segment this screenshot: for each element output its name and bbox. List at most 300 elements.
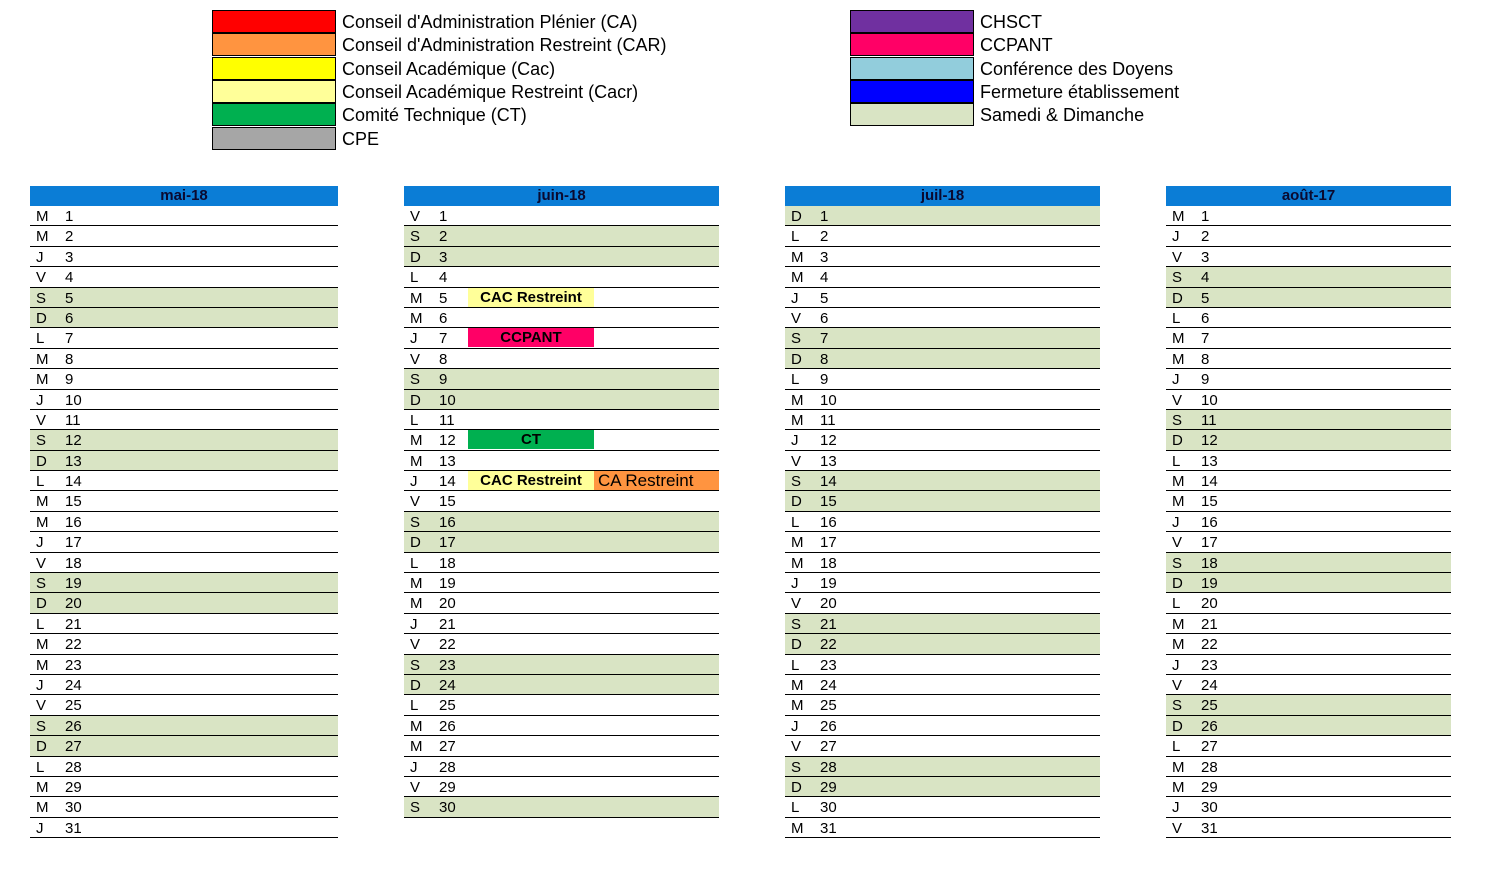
day-number: 14 [439,473,456,491]
day-letter: J [791,289,799,307]
day-number: 11 [65,411,81,429]
day-letter: D [36,738,47,756]
day-letter: M [410,432,423,450]
day-row [785,430,1100,450]
day-letter: L [791,656,800,674]
day-number: 1 [439,208,448,225]
day-row [785,390,1100,410]
day-row [785,206,1100,226]
day-row [785,573,1100,593]
day-number: 2 [65,228,74,246]
month-header: mai-18 [30,186,338,206]
day-row [1166,634,1451,654]
month-header: août-17 [1166,186,1451,206]
day-row [404,716,719,736]
day-number: 19 [65,575,82,593]
day-letter: V [1172,391,1183,409]
legend-label: Conférence des Doyens [980,58,1174,79]
day-letter: J [410,330,418,348]
day-letter: S [410,371,421,389]
day-number: 29 [820,778,837,796]
day-number: 28 [65,758,82,776]
day-letter: M [1172,330,1185,348]
day-number: 21 [1201,615,1218,633]
day-number: 25 [1201,697,1218,715]
day-row [1166,736,1451,756]
day-row [30,573,338,593]
day-number: 12 [820,432,837,450]
day-number: 10 [1201,391,1218,409]
day-letter: S [410,228,421,246]
day-row [785,451,1100,471]
day-row [1166,226,1451,246]
day-letter: M [791,534,804,552]
day-number: 22 [439,636,456,654]
day-letter: D [791,778,802,796]
day-row [1166,288,1451,308]
day-letter: L [36,473,45,491]
day-number: 4 [439,269,448,287]
day-number: 23 [820,656,837,674]
day-letter: M [36,636,49,654]
day-row [1166,532,1451,552]
day-row [404,328,719,348]
day-letter: J [36,676,44,694]
day-letter: V [36,269,47,287]
legend-label: Fermeture établissement [980,81,1180,102]
day-letter: L [410,554,419,572]
day-row [30,634,338,654]
day-row [404,675,719,695]
day-number: 3 [820,248,829,266]
day-row [30,736,338,756]
day-number: 17 [1201,534,1218,552]
event-cac: CAC Restreint [468,471,594,490]
day-number: 2 [439,228,448,246]
day-letter: M [36,228,49,246]
day-row [785,695,1100,715]
day-row [1166,349,1451,369]
day-row [30,451,338,471]
day-number: 10 [65,391,82,409]
day-row [1166,512,1451,532]
day-row [30,247,338,267]
day-row [30,777,338,797]
day-row [30,757,338,777]
day-letter: J [36,391,44,409]
day-row [785,716,1100,736]
day-letter: D [36,452,47,470]
day-number: 1 [65,208,74,225]
day-letter: V [410,636,421,654]
day-letter: D [791,208,802,225]
day-number: 27 [439,738,456,756]
day-letter: M [410,289,423,307]
day-number: 24 [65,676,82,694]
day-row [30,226,338,246]
day-number: 18 [820,554,837,572]
day-letter: M [791,554,804,572]
legend-left [212,10,712,150]
day-number: 18 [65,554,82,572]
day-number: 27 [1201,738,1218,756]
day-number: 13 [820,452,837,470]
day-letter: D [410,391,421,409]
day-row [785,532,1100,552]
day-row [785,777,1100,797]
day-row [785,288,1100,308]
day-letter: M [36,493,49,511]
day-number: 4 [1201,269,1210,287]
day-number: 15 [1201,493,1218,511]
day-letter: M [410,452,423,470]
day-letter: L [791,228,800,246]
day-number: 24 [1201,676,1218,694]
day-row [30,655,338,675]
day-letter: S [36,575,47,593]
day-row [30,614,338,634]
day-letter: J [36,534,44,552]
day-row [404,308,719,328]
day-number: 22 [820,636,837,654]
day-number: 12 [1201,432,1218,450]
day-letter: V [791,595,802,613]
day-letter: V [410,208,421,225]
day-row [1166,267,1451,287]
legend-swatch [212,103,336,126]
legend-swatch [212,127,336,150]
month-header: juil-18 [785,186,1100,206]
day-number: 9 [1201,371,1210,389]
legend-label: Comité Technique (CT) [342,105,527,126]
day-number: 14 [65,473,82,491]
legend-label: CHSCT [980,12,1042,32]
legend-swatch [850,10,974,33]
day-number: 14 [1201,473,1218,491]
event-car: CA Restreint [594,471,719,490]
day-row [404,695,719,715]
day-row [30,716,338,736]
day-letter: L [36,758,45,776]
day-row [1166,410,1451,430]
day-row [1166,593,1451,613]
day-row [1166,430,1451,450]
day-letter: D [36,309,47,327]
day-letter: V [1172,534,1183,552]
day-row [1166,695,1451,715]
day-number: 30 [820,799,837,817]
day-row [30,471,338,491]
day-number: 9 [439,371,448,389]
day-number: 7 [439,330,448,348]
day-letter: D [791,350,802,368]
day-number: 10 [439,391,456,409]
day-row [1166,451,1451,471]
day-row [30,410,338,430]
day-letter: M [791,819,804,837]
day-number: 1 [820,208,829,225]
day-number: 8 [65,350,74,368]
day-number: 29 [439,778,456,796]
day-letter: S [1172,697,1183,715]
day-number: 19 [439,575,456,593]
day-letter: M [36,656,49,674]
day-number: 22 [1201,636,1218,654]
day-number: 21 [820,615,837,633]
day-number: 26 [1201,717,1218,735]
day-letter: S [791,473,802,491]
day-row [785,797,1100,817]
day-row [785,369,1100,389]
day-number: 6 [1201,309,1210,327]
day-row [1166,655,1451,675]
day-row [404,349,719,369]
day-row [404,491,719,511]
day-number: 28 [439,758,456,776]
day-row [30,328,338,348]
legend-swatch [850,80,974,103]
day-number: 3 [1201,248,1210,266]
day-number: 28 [820,758,837,776]
day-number: 26 [439,717,456,735]
day-letter: M [1172,758,1185,776]
day-row [30,491,338,511]
day-row [30,349,338,369]
legend-label: CCPANT [980,35,1053,56]
day-row [30,675,338,695]
day-row [404,267,719,287]
day-letter: L [410,411,419,429]
day-number: 11 [439,411,455,429]
day-row [785,491,1100,511]
day-row [404,736,719,756]
day-row [785,614,1100,634]
day-letter: L [410,697,419,715]
day-letter: V [1172,248,1183,266]
day-row [785,512,1100,532]
day-letter: M [791,697,804,715]
day-row [1166,675,1451,695]
day-letter: M [791,248,804,266]
legend-swatch [850,57,974,80]
day-letter: J [1172,513,1180,531]
day-number: 30 [439,799,456,817]
day-number: 3 [439,248,448,266]
day-letter: M [410,575,423,593]
day-letter: V [1172,819,1183,837]
day-row [404,593,719,613]
day-number: 31 [820,819,837,837]
day-number: 15 [65,493,82,511]
day-number: 16 [820,513,837,531]
event-ct: CT [468,430,594,449]
day-row [1166,308,1451,328]
day-letter: S [791,330,802,348]
day-letter: M [36,778,49,796]
day-letter: V [410,493,421,511]
day-letter: L [791,371,800,389]
day-letter: L [791,513,800,531]
day-row [785,247,1100,267]
day-letter: J [1172,371,1180,389]
day-number: 10 [820,391,837,409]
day-row [1166,247,1451,267]
day-letter: J [410,473,418,491]
day-row [785,593,1100,613]
day-letter: L [410,269,419,287]
day-number: 18 [1201,554,1218,572]
day-letter: S [410,656,421,674]
month-header: juin-18 [404,186,719,206]
day-number: 3 [65,248,74,266]
day-row [404,634,719,654]
day-row [1166,716,1451,736]
day-letter: D [1172,432,1183,450]
day-row [1166,553,1451,573]
day-number: 15 [820,493,837,511]
day-number: 25 [65,697,82,715]
day-letter: L [1172,452,1181,470]
day-number: 2 [820,228,829,246]
day-number: 24 [820,676,837,694]
day-row [404,757,719,777]
day-number: 17 [439,534,456,552]
day-row [785,471,1100,491]
day-number: 23 [439,656,456,674]
day-letter: M [36,371,49,389]
day-row [30,532,338,552]
day-row [785,349,1100,369]
day-letter: V [791,309,802,327]
day-letter: S [1172,411,1183,429]
day-letter: M [410,595,423,613]
day-number: 9 [820,371,829,389]
legend-label: Conseil d'Administration Restreint (CAR) [342,35,667,56]
day-number: 23 [65,656,82,674]
day-letter: D [1172,717,1183,735]
legend-label: Conseil Académique Restreint (Cacr) [342,81,639,102]
day-number: 26 [820,717,837,735]
day-letter: D [410,248,421,266]
day-letter: M [36,350,49,368]
day-row [30,206,338,226]
month-july [785,186,1100,838]
day-letter: D [791,636,802,654]
day-number: 13 [65,452,82,470]
day-letter: M [791,391,804,409]
day-row [1166,328,1451,348]
day-row [785,634,1100,654]
day-letter: V [410,350,421,368]
day-row [785,818,1100,838]
day-row [404,226,719,246]
day-letter: V [791,452,802,470]
day-letter: J [1172,799,1180,817]
day-number: 14 [820,473,837,491]
day-number: 4 [820,269,829,287]
day-number: 12 [65,432,82,450]
day-letter: M [1172,350,1185,368]
day-letter: S [1172,269,1183,287]
day-letter: J [410,615,418,633]
day-row [785,553,1100,573]
day-row [785,757,1100,777]
day-row [785,410,1100,430]
day-number: 6 [65,309,74,327]
day-letter: J [36,248,44,266]
day-number: 18 [439,554,456,572]
day-letter: M [1172,615,1185,633]
day-letter: D [1172,575,1183,593]
day-number: 19 [820,575,837,593]
day-number: 11 [820,411,836,429]
legend-label: CPE [342,128,380,149]
day-number: 6 [439,309,448,327]
day-row [1166,573,1451,593]
day-number: 25 [439,697,456,715]
legend-label: Samedi & Dimanche [980,105,1145,126]
month-june [404,186,719,818]
day-row [1166,777,1451,797]
day-row [404,777,719,797]
day-row [404,410,719,430]
day-number: 8 [1201,350,1210,368]
day-row [785,226,1100,246]
day-row [30,390,338,410]
day-number: 20 [65,595,82,613]
day-number: 30 [1201,799,1218,817]
day-letter: V [1172,676,1183,694]
month-may [30,186,338,838]
day-letter: M [1172,473,1185,491]
day-letter: M [1172,778,1185,796]
day-number: 20 [820,595,837,613]
day-number: 2 [1201,228,1210,246]
day-row [404,471,719,491]
day-row [1166,206,1451,226]
day-letter: D [410,534,421,552]
legend-swatch [212,57,336,80]
day-row [30,512,338,532]
day-number: 22 [65,636,82,654]
day-row [1166,491,1451,511]
day-number: 16 [65,513,82,531]
day-letter: M [36,513,49,531]
legend-swatch [850,103,974,126]
day-number: 1 [1201,208,1210,225]
day-letter: M [36,208,49,225]
day-letter: J [791,717,799,735]
day-row [404,430,719,450]
day-letter: V [36,554,47,572]
day-number: 4 [65,269,74,287]
day-row [785,675,1100,695]
day-number: 16 [1201,513,1218,531]
day-number: 5 [65,289,74,307]
day-letter: D [410,676,421,694]
day-letter: L [791,799,800,817]
day-letter: J [791,575,799,593]
day-number: 24 [439,676,456,694]
day-row [404,206,719,226]
day-letter: L [1172,738,1181,756]
legend-swatch [212,80,336,103]
day-row [785,736,1100,756]
day-row [785,267,1100,287]
month-august [1166,186,1451,838]
day-number: 20 [439,595,456,613]
day-row [30,288,338,308]
